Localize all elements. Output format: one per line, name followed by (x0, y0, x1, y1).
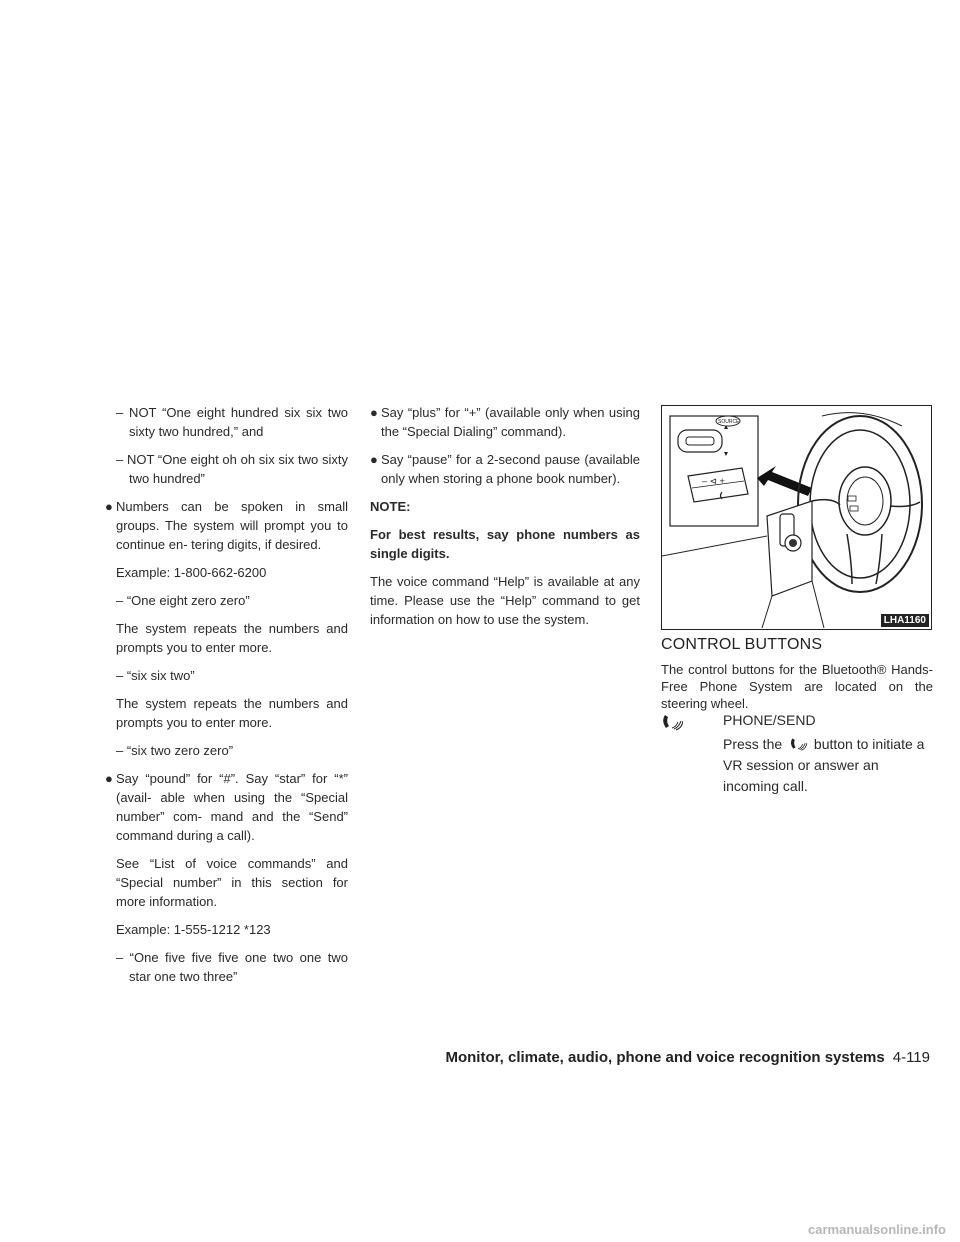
page-number: 4-119 (892, 1049, 930, 1066)
example-text: Example: 1-555-1212 *123 (116, 922, 271, 937)
button-text-after: button to initiate a VR session or answer an incoming call. (723, 736, 925, 794)
spoken-phrase: – “six two zero zero” (116, 743, 234, 758)
bullet-item (105, 769, 348, 845)
bullet-item (370, 403, 640, 441)
chapter-title: Monitor, climate, audio, phone and voice recognition systems (445, 1049, 885, 1066)
svg-text:– ⊲ +: – ⊲ + (702, 476, 725, 486)
phone-send-icon (788, 736, 808, 752)
body-text: The system repeats the numbers and prompts you to enter more. (116, 621, 348, 655)
list-item: – NOT “One eight hundred six six two sixty two hundred,” and (116, 405, 348, 439)
body-text: The system repeats the numbers and prompts you to enter more. (116, 696, 348, 730)
spoken-phrase: – “six six two” (116, 668, 195, 683)
column-left (105, 403, 348, 995)
bullet-item (370, 450, 640, 488)
bullet-text: Say “pause” for a 2-second pause (available only when storing a phone book number). (381, 452, 640, 486)
button-description (723, 734, 933, 797)
spoken-phrase: – “One eight zero zero” (116, 593, 250, 608)
bullet-item (105, 497, 348, 554)
section-heading: CONTROL BUTTONS (661, 636, 823, 653)
phone-send-icon (661, 712, 683, 732)
steering-wheel-illustration (662, 406, 931, 629)
button-text-before: Press the (723, 736, 783, 752)
bullet-text: Say “pound” for “#”. Say “star” for “*” (avail- able when using the “Special number” com- mand and the “Send” command during a call). (116, 771, 348, 843)
bullet-icon: ● (370, 405, 378, 420)
body-text: The voice command “Help” is available at any time. Please use the “Help” command to get information on how to use the system. (370, 574, 640, 627)
bullet-text: Numbers can be spoken in small groups. The system will prompt you to continue en- tering digits, if desired. (116, 499, 348, 552)
list-item: – NOT “One eight oh oh six six two sixty two hundred” (116, 452, 348, 486)
bullet-text: Say “plus” for “+” (available only when using the “Special Dialing” command). (381, 405, 640, 439)
watermark: carmanualsonline.info (808, 1222, 946, 1237)
body-text: See “List of voice commands” and “Special number” in this section for more information. (116, 856, 348, 909)
page-footer (445, 1049, 930, 1066)
spoken-phrase: – “One five five five one two one two star one two three” (116, 950, 348, 984)
example-text: Example: 1-800-662-6200 (116, 565, 267, 580)
section-description: The control buttons for the Bluetooth® Hands- Free Phone System are located on the steering wheel. (661, 662, 933, 711)
bullet-icon: ● (105, 499, 113, 514)
note-label: NOTE: (370, 499, 411, 514)
steering-wheel-figure (661, 405, 932, 630)
column-middle (370, 403, 640, 638)
note-text: For best results, say phone numbers as single digits. (370, 527, 640, 561)
bullet-icon: ● (105, 771, 113, 786)
source-label: SOURCE (718, 419, 740, 425)
figure-label: LHA1160 (881, 614, 929, 627)
bullet-icon: ● (370, 452, 378, 467)
button-name: PHONE/SEND (723, 712, 816, 728)
